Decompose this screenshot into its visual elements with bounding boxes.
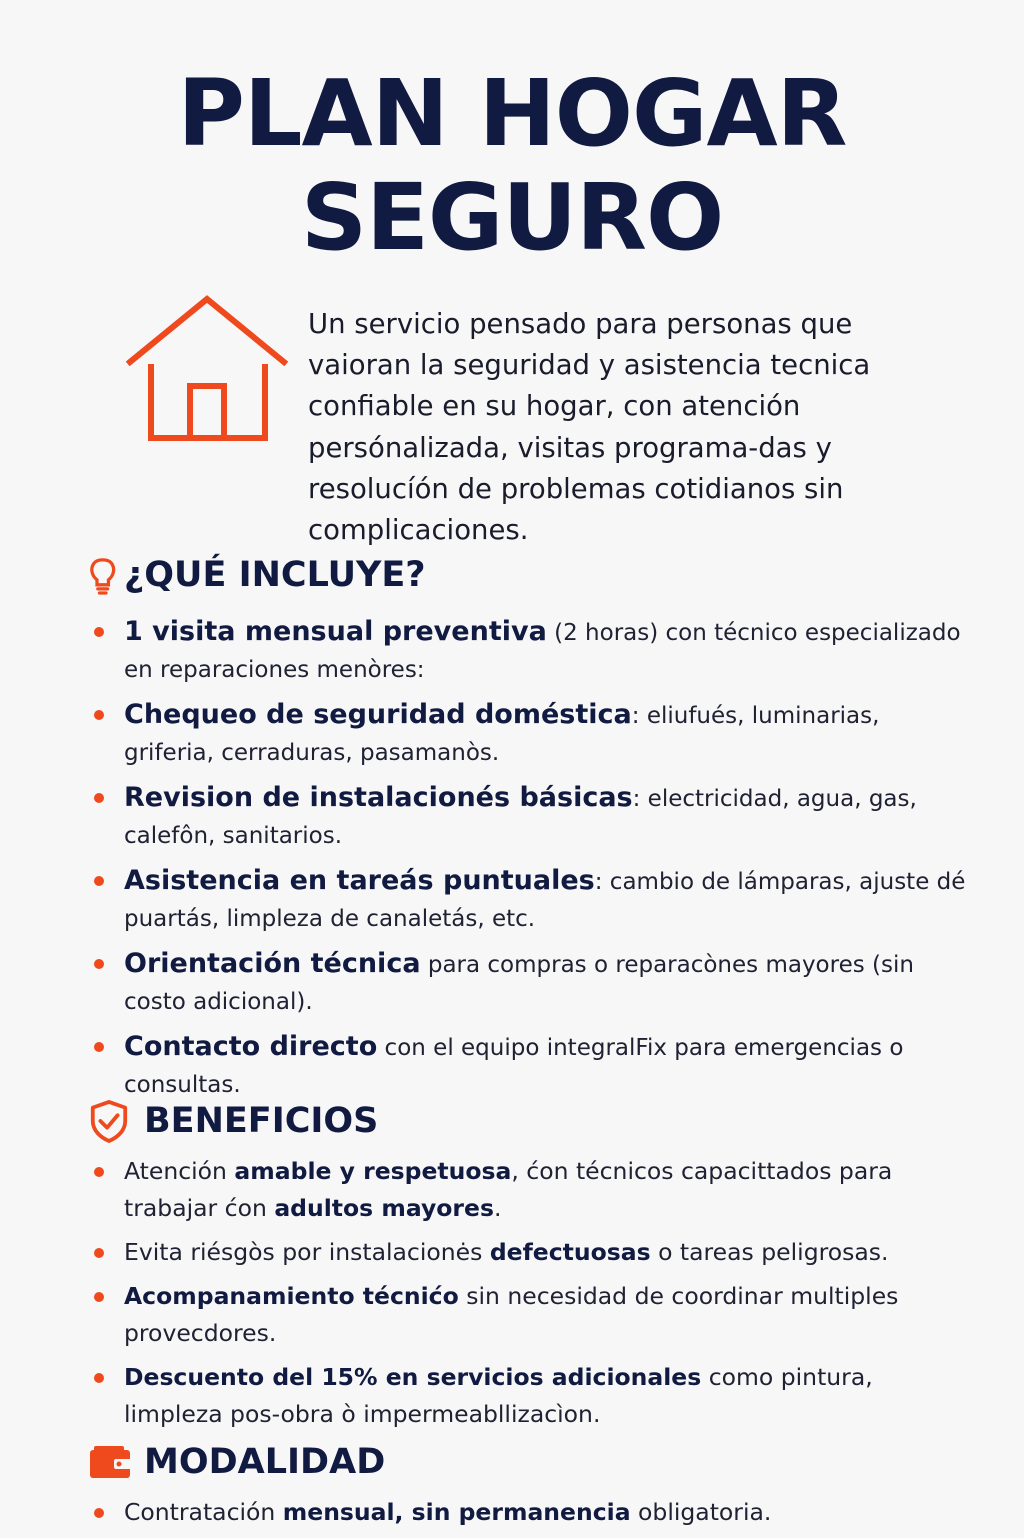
list-item: Chequeo de seguridad doméstica: eliufués, luminarias, griferia, cerraduras, pasamanòs.: [90, 696, 970, 772]
benefits-list: [90, 1153, 970, 1440]
shield-check-icon: [88, 1098, 130, 1144]
includes-list: [90, 613, 970, 1111]
modality-list: [90, 1494, 970, 1538]
list-item: Contratación mensual, sin permanencia obligatoria.: [90, 1494, 970, 1531]
modality-heading: MODALIDAD: [144, 1442, 386, 1482]
list-item: Evita riésgòs por instalacionės defectuosas o tareas peligrosas.: [90, 1234, 970, 1271]
list-item: Asistencia en tareás puntuales: cambio de lámparas, ajuste dé puartás, limpleza de canaletás, etc.: [90, 862, 970, 938]
list-item: Revision de instalacionés básicas: electricidad, agua, gas, calefôn, sanitarios.: [90, 779, 970, 855]
list-item: Acompanamiento técnićo sin necesidad de coordinar multiples provecdores.: [90, 1278, 970, 1352]
list-item: Orientación técnica para compras o reparacònes mayores (sin costo adicional).: [90, 945, 970, 1021]
page-title: [0, 62, 1024, 270]
title-line-2: SEGURO: [300, 164, 724, 271]
wallet-icon: [88, 1438, 132, 1486]
list-item: Atención amable y respetuosa, ćon técnicos capacittados para trabajar ćon adultos mayores.: [90, 1153, 970, 1227]
benefits-section-header: [88, 1098, 378, 1144]
benefits-heading: BENEFICIOS: [144, 1101, 379, 1141]
includes-heading: ¿QUÉ INCLUYE?: [124, 555, 426, 595]
list-item: Contacto directo con el equipo integralFix para emergencias o consultas.: [90, 1028, 970, 1104]
house-icon: [124, 292, 290, 446]
modality-section-header: [88, 1438, 385, 1486]
intro-text: Un servicio pensado para personas que vaioran la seguridad y asistencia tecnica confiable en su hogar, con atención persónalizada, visitas programa-das y resolucíón de problemas cotidianos sin complicaciones.: [308, 308, 871, 547]
includes-section-header: [88, 550, 426, 600]
lightbulb-icon: [88, 550, 124, 600]
list-item: Descuento del 15% en servicios adicionales como pintura, limpleza pos-obra ò impermeabllizacìon.: [90, 1359, 970, 1433]
list-item: 1 visita mensual preventiva (2 horas) con técnico especializado en reparaciones menòres:: [90, 613, 970, 689]
title-line-1: PLAN HOGAR: [177, 60, 847, 167]
